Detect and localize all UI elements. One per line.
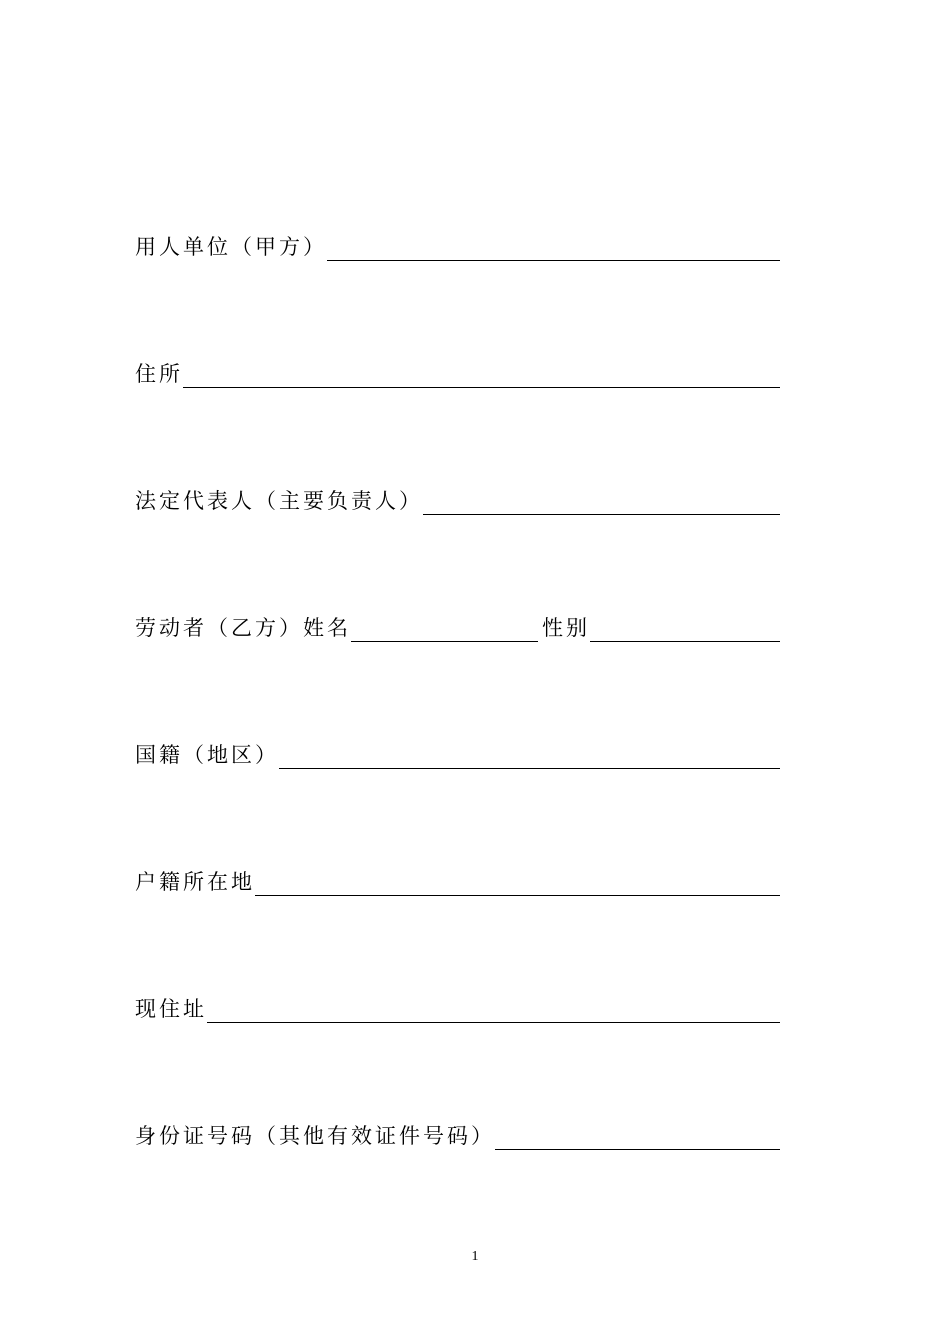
worker-name-gender-field [135,603,780,643]
legal-rep-blank-line[interactable] [423,514,780,515]
current-address-field [135,984,780,1024]
id-number-label: 身份证号码（其他有效证件号码） [135,1124,495,1148]
current-address-blank-line[interactable] [207,1022,780,1023]
legal-rep-field [135,476,780,516]
nationality-blank-line[interactable] [279,768,780,769]
address-blank-line[interactable] [183,387,780,388]
nationality-field [135,730,780,770]
page-number: 1 [471,1249,479,1264]
current-address-label: 现住址 [135,997,207,1021]
household-reg-label: 户籍所在地 [135,870,255,894]
gender-blank-line[interactable] [590,641,780,642]
worker-name-blank-line[interactable] [351,641,538,642]
employer-field [135,222,780,262]
legal-rep-label: 法定代表人（主要负责人） [135,489,423,513]
employer-blank-line[interactable] [327,260,780,261]
worker-name-label: 劳动者（乙方）姓名 [135,616,351,640]
household-reg-field [135,857,780,897]
id-number-blank-line[interactable] [495,1149,780,1150]
address-label: 住所 [135,362,183,386]
employer-label: 用人单位（甲方） [135,235,327,259]
household-reg-blank-line[interactable] [255,895,780,896]
id-number-field [135,1111,780,1151]
address-field [135,349,780,389]
gender-label: 性别 [542,616,590,640]
nationality-label: 国籍（地区） [135,743,279,767]
